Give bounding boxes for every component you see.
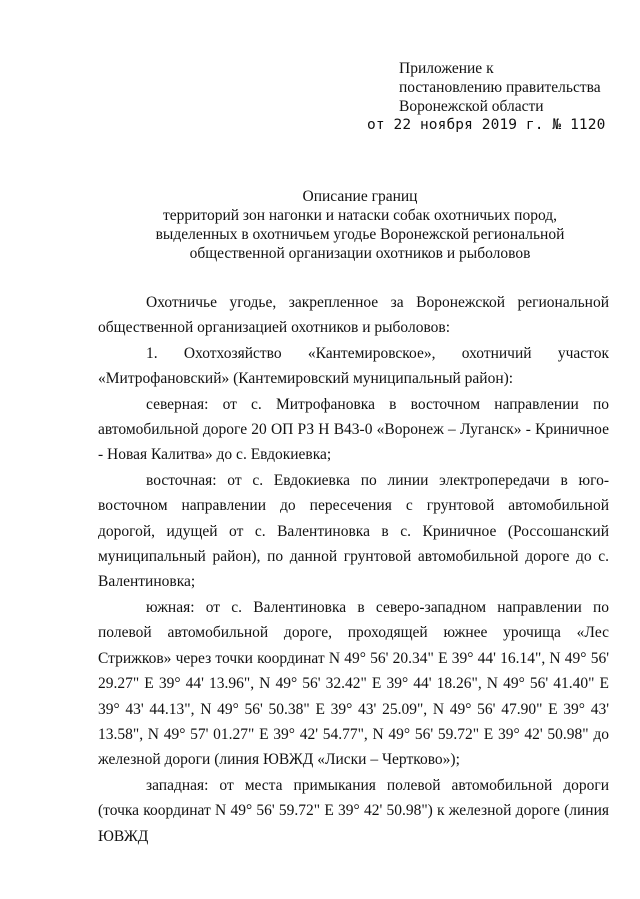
appendix-line-1: Приложение к	[399, 60, 494, 77]
boundary-north: северная: от с. Митрофановка в восточном направлении по автомобильной дороге 20 ОП РЗ Н В43-0 «Воронеж – Луганск» - Криничное - Новая Калитва» до с. Евдокиевка;	[98, 395, 609, 464]
document-body	[98, 290, 609, 849]
boundary-east: восточная: от с. Евдокиевка по линии электропередачи в юго-восточном направлении до пересечения с грунтовой автомобильной дорогой, идущей от с. Валентиновка в с. Криничное (Россошанский муниципальный район), по данной грунтовой автомобильной дороге до с. Валентиновка;	[98, 471, 609, 591]
boundary-south: южная: от с. Валентиновка в северо-западном направлении по полевой автомобильной дороге, проходящей южнее урочища «Лес Стрижков» через точки координат N 49° 56' 20.34" E 39° 44' 16.14", N 49° 56' 29.27" E 39° 44' 13.96", N 49° 56' 32.42" E 39° 44' 18.26", N 49° 56' 41.40" E 39° 43' 44.13", N 49° 56' 50.38" E 39° 43' 25.09", N 49° 56' 47.90" E 39° 43' 13.58", N 49° 57' 01.27" E 39° 42' 54.77", N 49° 56' 59.72" E 39° 42' 50.98" до железной дороги (линия ЮВЖД «Лиски – Чертково»);	[98, 598, 609, 769]
item-1-word-5: участок	[557, 344, 609, 362]
appendix-line-2: постановлению правительства	[399, 79, 601, 96]
title-line-1: Описание границ	[302, 188, 418, 205]
appendix-line-3: Воронежской области	[399, 98, 544, 115]
item-1-number: 1.	[146, 344, 158, 362]
boundary-west: западная: от места примыкания полевой автомобильной дороги (точка координат N 49° 56' 59.72" E 39° 42' 50.98") к железной дороге (линия ЮВЖД	[98, 776, 609, 845]
item-1-word-4: охотничий	[461, 344, 532, 362]
title-line-3: выделенных в охотничьем угодье Воронежской региональной	[155, 226, 565, 243]
item-1-continuation: «Митрофановский» (Кантемировский муниципальный район):	[98, 370, 514, 388]
decree-date-number: от 22 ноября 2019 г. № 1120	[367, 117, 606, 133]
item-1-word-2: Охотхозяйство	[183, 344, 282, 362]
title-line-2: территорий зон нагонки и натаски собак охотничьих пород,	[162, 207, 558, 224]
intro-paragraph: Охотничье угодье, закрепленное за Воронежской региональной общественной организацией охотников и рыболовов:	[98, 294, 609, 337]
item-1-heading	[98, 341, 609, 366]
appendix-header	[399, 59, 629, 116]
title-line-4: общественной организации охотников и рыболовов	[189, 245, 531, 262]
item-1-word-3: «Кантемировское»,	[307, 344, 436, 362]
document-title	[100, 187, 620, 263]
